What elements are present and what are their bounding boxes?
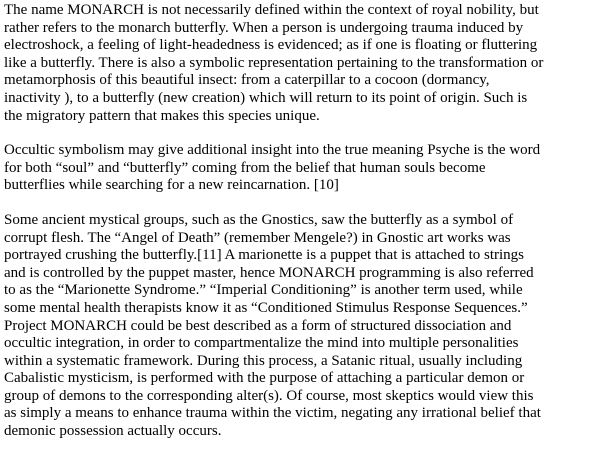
paragraph-monarch-name — [4, 2, 586, 125]
text-line: like a butterfly. There is also a symbolic representation pertaining to the transformation or — [4, 54, 544, 71]
text-line: for both “soul” and “butterfly” coming from the belief that human souls become — [4, 159, 486, 176]
text-line: rather refers to the monarch butterfly. When a person is undergoing trauma induced by — [4, 19, 524, 36]
text-line: portrayed crushing the butterfly.[11] A marionette is a puppet that is attached to strings — [4, 247, 525, 264]
text-line: The name MONARCH is not necessarily defined within the context of royal nobility, but — [4, 2, 539, 18]
text-line: corrupt flesh. The “Angel of Death” (remember Mengele?) in Gnostic art works was — [4, 229, 511, 246]
text-line: demonic possession actually occurs. — [4, 423, 222, 440]
text-line: electroshock, a feeling of light-headedness is evidenced; as if one is floating or fluttering — [4, 37, 538, 54]
text-line: Some ancient mystical groups, such as the Gnostics, saw the butterfly as a symbol of — [4, 211, 514, 228]
paragraph-occultic-symbolism — [4, 142, 586, 195]
text-line: the migratory pattern that makes this species unique. — [4, 107, 320, 124]
text-line: as simply a means to enhance trauma within the victim, negating any irrational belief that — [4, 405, 541, 422]
text-line: to as the “Marionette Syndrome.” “Imperial Conditioning” is another term used, while — [4, 282, 523, 299]
text-line: some mental health therapists know it as “Conditioned Stimulus Response Sequences.” — [4, 299, 528, 316]
text-line: Project MONARCH could be best described as a form of structured dissociation and — [4, 317, 512, 334]
text-line: metamorphosis of this beautiful insect: from a caterpillar to a cocoon (dormancy, — [4, 72, 490, 89]
text-line: Occultic symbolism may give additional insight into the true meaning Psyche is the word — [4, 142, 541, 159]
text-line: within a systematic framework. During this process, a Satanic ritual, usually including — [4, 352, 523, 369]
text-line: group of demons to the corresponding alter(s). Of course, most skeptics would view this — [4, 387, 534, 404]
text-line: inactivity ), to a butterfly (new creation) which will return to its point of origin. Such is — [4, 89, 528, 106]
text-line: butterflies while searching for a new reincarnation. [10] — [4, 177, 339, 194]
text-line: occultic integration, in order to compartmentalize the mind into multiple personalities — [4, 335, 519, 352]
text-line: and is controlled by the puppet master, hence MONARCH programming is also referred — [4, 264, 534, 281]
paragraph-gnostics — [4, 212, 586, 441]
text-line: Cabalistic mysticism, is performed with the purpose of attaching a particular demon or — [4, 370, 525, 387]
